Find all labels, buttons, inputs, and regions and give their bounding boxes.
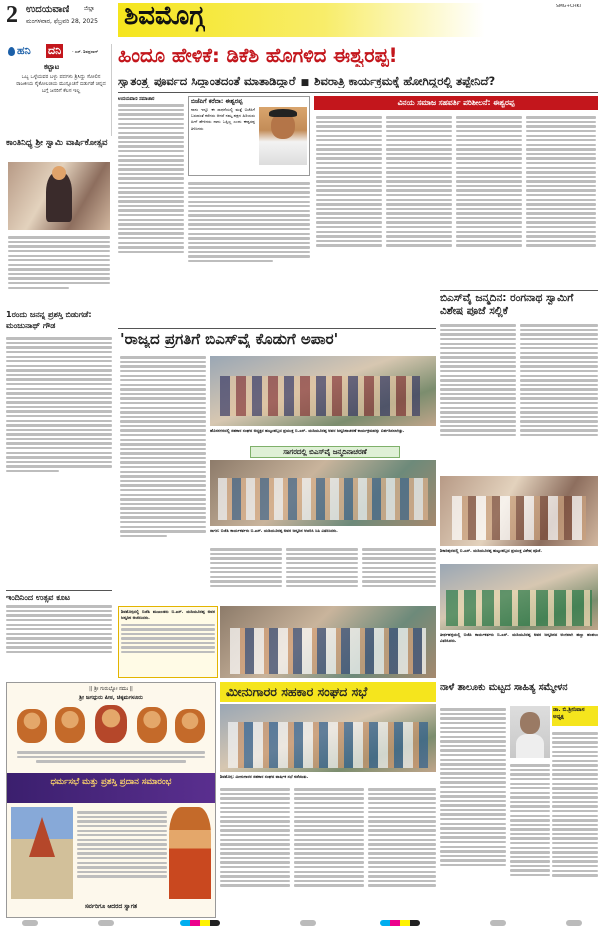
reg-mark-icon [98, 920, 114, 926]
fishermen-col-3 [368, 786, 436, 918]
bsy-body [120, 354, 206, 584]
edition-code: SMG+CHKI [556, 4, 581, 9]
reg-mark-icon [300, 920, 316, 926]
reg-mark-icon [22, 920, 38, 926]
lead-col-2 [188, 180, 310, 284]
sahitya-col-2 [552, 730, 598, 918]
poem-title: ಕಟ್ಟಾಟ [44, 63, 60, 71]
hani-label: ಹನಿ [17, 44, 31, 57]
bsy-photo [210, 356, 436, 426]
mid-photo [220, 606, 436, 678]
right-story-col-1 [440, 322, 516, 472]
sagara-photo [210, 460, 436, 526]
lead-subhead [118, 70, 598, 88]
red-box-col-2 [386, 114, 452, 284]
sahitya-col-1 [440, 706, 506, 918]
fishermen-col-1 [220, 786, 290, 918]
ad-footer: ಸರ್ವರಿಗೂ ಆದರದ ಸ್ವಾಗತ [84, 903, 138, 910]
quote-box [188, 96, 310, 176]
lead-subhead-1: ಸ್ವಾತಂತ್ರ್ಯ ಪೂರ್ವದ ಸಿದ್ಧಾಂತದಂತೆ ಮಾತಾಡಿದ್ದಾರೆ [118, 74, 296, 88]
sagara-body-3 [362, 546, 436, 602]
page-number: 2 [6, 2, 18, 28]
fishermen-headline: ಮೀನುಗಾರರ ಸಹಕಾರ ಸಂಘದ ಸಭೆ [226, 684, 368, 699]
quote-body: ನಾನು ಇನ್ನೂ ಈ ಸಾಧನೆಯಲ್ಲಿ ಮತ್ತೆ ಬಿಜೆಪಿಗೆ ಬರುವಂತೆ ಕರೆದರು ಆದರೆ ನಮ್ಮ ಪಕ್ಷದ ಹಿರಿಯರು ಹೀಗೆ ಹೇಳಿದರು ನಾನು ಒಪ್ಪಿಲ್ಲ ಎಂದು ಈಶ್ವರಪ್ಪ ತಿಳಿಸಿದರು [191, 107, 255, 131]
lead-col-1 [118, 96, 184, 284]
utsava-headline: ಇಂದಿನಿಂದ ಉತ್ಸವ ಕೂಟ [6, 593, 71, 602]
reg-mark-icon [490, 920, 506, 926]
mahamaya-story [6, 310, 112, 540]
sahitya-headline: ನಾಳೆ ತಾಲೂಕು ಮಟ್ಟದ ಸಾಹಿತ್ಯ ಸಮ್ಮೇಳನ [440, 682, 568, 693]
quote-title: ಬಿಜೆಪಿಗೆ ಕರೆದಾ: ಈಶ್ವರಪ್ಪ [191, 98, 243, 105]
red-box-col-1 [316, 114, 382, 284]
mahamaya-headline: 1ರಂದು ಜನನ್ನ ಪ್ರಶಸ್ತಿ ಬಿಡುಗಡೆ: ಮಂಜುನಾಥ್ ಗೌಡ [6, 310, 92, 330]
right-story-headline: ಬಿಎಸ್‌ವೈ ಜನ್ಮದಿನ: ರಂಗನಾಥ ಸ್ವಾಮಿಗೆ ವಿಶೇಷ ಪೂಜೆ ಸಲ್ಲಿಕೆ [440, 292, 574, 317]
date-line: ಮಂಗಳವಾರ, ಫೆಬ್ರವರಿ 28, 2025 [26, 18, 98, 25]
ad-top-line: || ಶ್ರೀ ಗುರುಭ್ಯೋ ನಮಃ || [89, 686, 133, 692]
swamiji-headline: ಕಾಂತಿನಿಧ್ಯ ಶ್ರೀ ಸ್ವಾಮಿ ವಾರ್ಷಿಕೋತ್ಸವ [6, 138, 108, 148]
mid-caption: ಶಿವಮೊಗ್ಗದಲ್ಲಿ ಬಿಜೆಪಿ ಮುಖಂಡರು ಬಿ.ಎಸ್. ಯಡಿಯೂರಪ್ಪ ಅವರ ಜನ್ಮದಿನ ಆಚರಿಸಿದರು. [121, 609, 215, 621]
dani-label: ದನಿ [48, 44, 62, 57]
sahitya-portrait [510, 706, 550, 758]
ad-box [6, 682, 216, 918]
swamiji-photo [8, 162, 110, 230]
ad-title: ಧರ್ಮಸಭೆ ಮತ್ತು ಪ್ರಶಸ್ತಿ ಪ್ರದಾನ ಸಮಾರಂಭ [50, 777, 172, 787]
hani-dani-box [6, 44, 112, 136]
paper-name: ಉದಯವಾಣಿ [26, 4, 70, 15]
bsy-headline: 'ರಾಜ್ಯದ ಪ್ರಗತಿಗೆ ಬಿಎಸ್‌ವೈ ಕೊಡುಗೆ ಅಪಾರ' [120, 330, 339, 348]
sagara-body-2 [286, 546, 358, 602]
sahitya-col-3 [510, 762, 550, 918]
swamiji-story [6, 138, 112, 308]
city-title: ಶಿವಮೊಗ್ಗ [124, 1, 205, 31]
mahamaya-body [6, 335, 112, 540]
ad-details [77, 809, 167, 895]
mid-caption-box [118, 606, 218, 678]
temple-image [11, 807, 73, 899]
hani-author: - ಎಸ್. ಶಿವಪ್ರಸಾದ್ [72, 49, 99, 54]
sagara-caption: ಸಾಗರ: ಬಿಜೆಪಿ ಕಾರ್ಯಕರ್ತರು ಬಿ.ಎಸ್. ಯಡಿಯೂರಪ್ಪ ಅವರ ಜನ್ಮದಿನ ಆಚರಿಸಿ ಸಿಹಿ ವಿತರಿಸಿದರು. [210, 528, 338, 533]
red-box-col-4 [526, 114, 596, 284]
cmyk-dots [180, 920, 220, 926]
ad-blessing: ಶ್ರೀ ಜಗದ್ಗುರು ಪೀಠ, ಚಿಕ್ಕಮಗಳೂರು [79, 695, 143, 701]
ad-names [17, 749, 205, 771]
lead-subhead-2: ಶಿವರಾತ್ರಿ ಕಾರ್ಯಕ್ರಮಕ್ಕೆ ಹೋಗಿದ್ದರಲ್ಲಿ ತಪ್ಪೇನಿದೆ? [314, 74, 496, 88]
masthead [0, 0, 600, 42]
right-story-col-2 [520, 322, 598, 472]
poem-text: ಒಬ್ಬ ಒಳ್ಳೆಯವರ ಬಳ್ಳು ಪದಗಳು ಶ್ರಿಸಿದ್ದು ಸೋಲಿನ ರಾಜಕೀಯ ಸೈಕೋಲಜಿಯ ಮುನ್ಸೂಚನೆ ಬಿಡುಗಡೆ ಚಿನ್ನದ ಬಗ್ಗೆ ಜನರಿಗೆ ಕೆಲಸ ಇಲ್ಲ [16, 74, 106, 94]
lead-headline: ಹಿಂದೂ ಹೇಳಿಕೆ: ಡಿಕೆಶಿ ಹೊಗಳಿದ ಈಶ್ವರಪ್ಪ! [118, 44, 398, 67]
byline-mark: ■ [300, 78, 310, 88]
paper-tag: ಜಿಲ್ಲಾ [84, 5, 95, 12]
utsava-box [6, 590, 112, 678]
ad-guru-portrait [169, 807, 211, 899]
registration-marks [0, 918, 600, 928]
right-photo-2 [440, 564, 598, 630]
reg-mark-icon [566, 920, 582, 926]
fishermen-photo [220, 704, 436, 772]
bsy-caption: ಹೊಸನಗರದಲ್ಲಿ ಸಹಕಾರ ಸಂಘದ ಅಧ್ಯಕ್ಷರ ಹುಟ್ಟುಹಬ್ಬದ ಪ್ರಯುಕ್ತ ಬಿ.ಎಸ್. ಯಡಿಯೂರಪ್ಪ ಅವರ ಜನ್ಮದಿನಾಚರಣೆ ಕಾರ್ಯಕ್ರಮವನ್ನು ಏರ್ಪಡಿಸಲಾಗಿತ್ತು. [210, 428, 405, 433]
fishermen-col-2 [294, 786, 364, 918]
lead-dateline: ಉದಯವಾಣಿ ಸಮಾಚಾರ [118, 97, 155, 102]
red-box [314, 96, 598, 286]
swamiji-body [8, 234, 110, 306]
ad-title-banner [7, 773, 215, 803]
drop-icon [8, 47, 15, 56]
fishermen-caption: ಶಿವಮೊಗ್ಗ: ಮೀನುಗಾರರ ಸಹಕಾರ ಸಂಘದ ವಾರ್ಷಿಕ ಸಭೆ ನಡೆಯಿತು. [220, 774, 309, 779]
right-story-photo [440, 476, 598, 546]
cmyk-dots [380, 920, 420, 926]
red-box-col-3 [456, 114, 522, 284]
right-caption: ತೀರ್ಥಹಳ್ಳಿಯಲ್ಲಿ ಬಿಜೆಪಿ ಕಾರ್ಯಕರ್ತರು ಬಿ.ಎಸ್. ಯಡಿಯೂರಪ್ಪ ಅವರ ಜನ್ಮದಿನದ ಅಂಗವಾಗಿ ಹಣ್ಣು ಹಂಪಲು ವಿತರಿಸಿದರು. [440, 632, 598, 644]
eshwarappa-photo [259, 107, 307, 165]
red-box-title: ವಿನಯ ಸಮಾಜ ಸಹವರ್ತಿ ಪರಿಶೀಲನೆ: ಈಶ್ವರಪ್ಪ [314, 96, 598, 110]
sahitya-badge: ಡಾ. ಬಿ.ಶ್ರೀನಿವಾಸ ಅಧ್ಯಕ್ಷ [552, 706, 598, 726]
sagara-label: ಸಾಗರದಲ್ಲಿ ಬಿಎಸ್‌ವೈ ಜನ್ಮದಿನಾಚರಣೆ [250, 446, 400, 458]
sagara-body-1 [210, 546, 282, 602]
ad-portraits [13, 705, 209, 745]
right-story-caption: ಶಿಕಾರಿಪುರದಲ್ಲಿ ಬಿ.ಎಸ್. ಯಡಿಯೂರಪ್ಪ ಹುಟ್ಟುಹಬ್ಬದ ಪ್ರಯುಕ್ತ ವಿಶೇಷ ಪೂಜೆ. [440, 548, 542, 553]
